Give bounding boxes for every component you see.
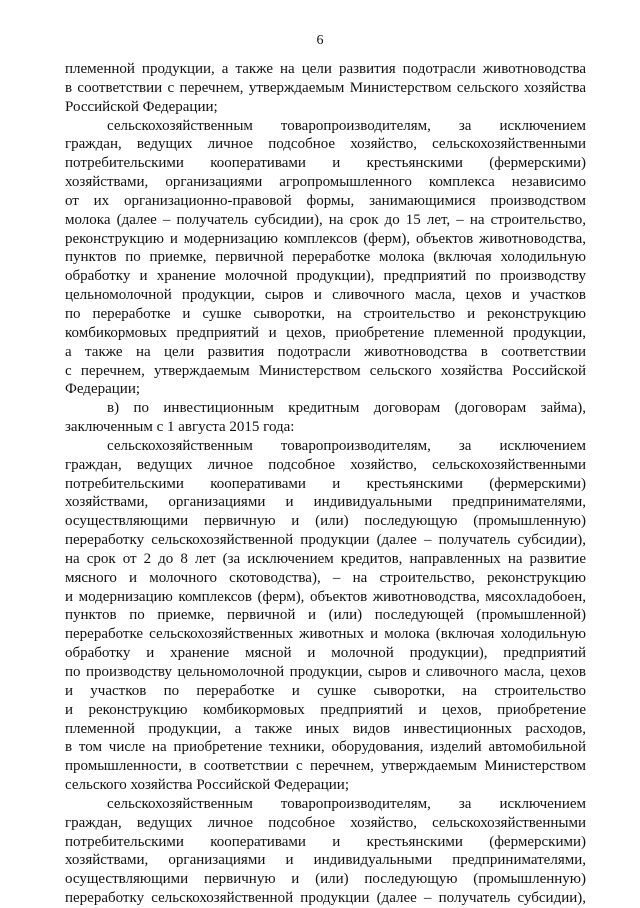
text-line: хозяйствами, организациями агропромышленного комплекса независимо (65, 174, 586, 191)
page-number: 6 (316, 33, 324, 48)
text-line: в том числе на приобретение техники, оборудования, изделий автомобильной (65, 739, 586, 756)
text-line: и участков по переработке и сушке сыворотки, на строительство (65, 682, 586, 699)
text-line: обработку и хранение молочной продукции), предприятий по производству (65, 268, 586, 285)
text-line: осуществляющими первичную и (или) последующую (промышленную) (65, 871, 586, 888)
text-line: племенной продукции, а также на цели развития подотрасли животноводства (65, 61, 586, 77)
text-line: потребительскими кооперативами и крестьянскими (фермерскими) (65, 833, 586, 850)
text-line: по переработке и сушке сыворотки, на строительство и реконструкцию (65, 305, 586, 322)
text-line: промышленности, в соответствии с перечнем, утверждаемым Министерством (65, 758, 586, 775)
text-line: и модернизацию комплексов (ферм), объектов животноводства, мясохладобоен, (65, 588, 586, 605)
text-line: пунктов по приемке, первичной переработке молока (включая холодильную (65, 249, 586, 266)
text-line: цельномолочной продукции, сыров и сливочного масла, цехов и участков (65, 287, 586, 304)
text-line: и реконструкцию комбикормовых предприятий и цехов, приобретение (65, 701, 586, 718)
text-line: сельскохозяйственным товаропроизводителям, за исключением (107, 795, 586, 812)
text-line: переработку сельскохозяйственной продукции (далее – получатель субсидии), (65, 890, 586, 907)
text-line: пунктов по приемке, первичной и (или) последующей (промышленной) (65, 607, 586, 624)
text-line: граждан, ведущих личное подсобное хозяйство, сельскохозяйственными (65, 136, 586, 153)
text-line: потребительскими кооперативами и крестьянскими (фермерскими) (65, 475, 586, 492)
text-line: осуществляющими первичную и (или) последующую (промышленную) (65, 513, 586, 530)
text-line: хозяйствами, организациями и индивидуальными предпринимателями, (65, 852, 586, 869)
text-line: на срок от 2 до 8 лет (за исключением кредитов, направленных на развитие (65, 550, 586, 567)
text-line: молока (далее – получатель субсидии), на срок до 15 лет, – на строительство, (65, 211, 586, 228)
text-line: хозяйствами, организациями и индивидуальными предпринимателями, (65, 494, 586, 511)
text-line: сельскохозяйственным товаропроизводителям, за исключением (107, 437, 586, 454)
text-line: мясного и молочного скотоводства), – на строительство, реконструкцию (65, 569, 586, 586)
text-line: обработку и хранение мясной и молочной продукции), предприятий (65, 645, 586, 662)
text-line: Федерации; (65, 381, 141, 398)
text-line: граждан, ведущих личное подсобное хозяйство, сельскохозяйственными (65, 456, 586, 473)
text-line: от их организационно-правовой формы, занимающимися производством (65, 192, 586, 209)
text-line: сельскохозяйственным товаропроизводителям, за исключением (107, 117, 586, 134)
text-line: переработке сельскохозяйственных животных и молока (включая холодильную (65, 626, 586, 643)
text-line: по производству цельномолочной продукции, сыров и сливочного масла, цехов (65, 664, 586, 680)
document-body (65, 60, 586, 908)
text-line: реконструкцию и модернизацию комплексов (ферм), объектов животноводства, (65, 230, 586, 247)
text-line: заключенным с 1 августа 2015 года: (65, 419, 295, 436)
text-line: комбикормовых предприятий и цехов, приобретение племенной продукции, (65, 324, 586, 341)
text-line: переработку сельскохозяйственной продукции (далее – получатель субсидии), (65, 532, 586, 549)
text-line: с перечнем, утверждаемым Министерством сельского хозяйства Российской (65, 362, 586, 379)
text-line: а также на цели развития подотрасли животноводства в соответствии (65, 343, 586, 360)
text-line: сельского хозяйства Российской Федерации; (65, 777, 350, 794)
text-line: Российской Федерации; (65, 98, 218, 115)
text-line: в соответствии с перечнем, утверждаемым Министерством сельского хозяйства (65, 79, 586, 96)
text-line: в) по инвестиционным кредитным договорам (договорам займа), (107, 400, 586, 417)
text-line: потребительскими кооперативами и крестьянскими (фермерскими) (65, 155, 586, 172)
text-line: граждан, ведущих личное подсобное хозяйство, сельскохозяйственными (65, 814, 586, 831)
text-line: племенной продукции, а также иных видов инвестиционных расходов, (65, 720, 586, 737)
